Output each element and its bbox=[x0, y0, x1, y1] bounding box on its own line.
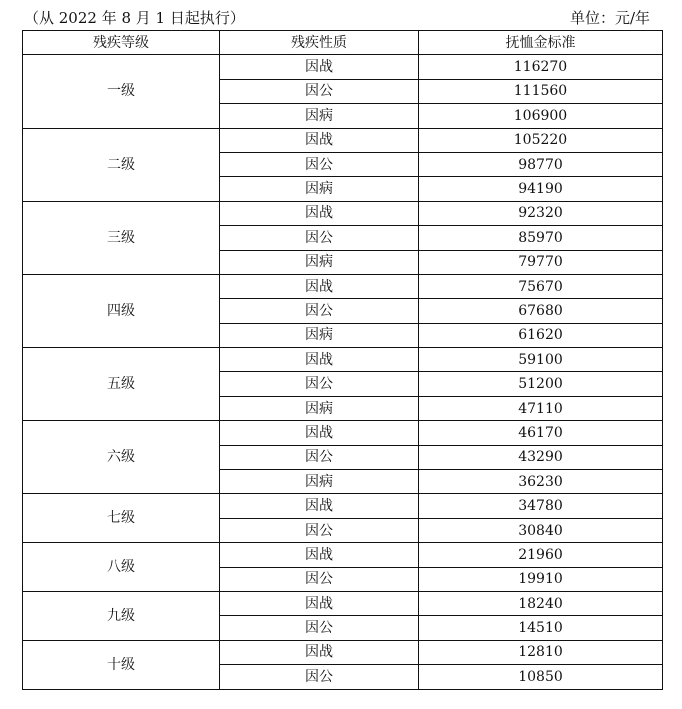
column-header-grade: 残疾等级 bbox=[23, 31, 220, 55]
amount-cell: 10850 bbox=[419, 665, 663, 689]
table-row bbox=[23, 55, 663, 79]
amount-cell: 106900 bbox=[419, 104, 663, 128]
header-row bbox=[23, 31, 663, 55]
nature-cell: 因公 bbox=[220, 665, 419, 689]
nature-cell: 因战 bbox=[220, 274, 419, 298]
amount-cell: 36230 bbox=[419, 470, 663, 494]
nature-cell: 因战 bbox=[220, 543, 419, 567]
table-row bbox=[23, 494, 663, 518]
grade-cell: 六级 bbox=[23, 421, 220, 494]
amount-cell: 14510 bbox=[419, 616, 663, 640]
table-body bbox=[23, 55, 663, 689]
amount-cell: 94190 bbox=[419, 177, 663, 201]
table-row bbox=[23, 128, 663, 152]
grade-cell: 七级 bbox=[23, 494, 220, 543]
nature-cell: 因战 bbox=[220, 591, 419, 615]
column-header-nature: 残疾性质 bbox=[220, 31, 419, 55]
amount-cell: 51200 bbox=[419, 372, 663, 396]
nature-cell: 因公 bbox=[220, 226, 419, 250]
nature-cell: 因公 bbox=[220, 372, 419, 396]
nature-cell: 因病 bbox=[220, 177, 419, 201]
amount-cell: 61620 bbox=[419, 323, 663, 347]
grade-cell: 五级 bbox=[23, 348, 220, 421]
amount-cell: 46170 bbox=[419, 421, 663, 445]
table-row bbox=[23, 421, 663, 445]
nature-cell: 因公 bbox=[220, 518, 419, 542]
amount-cell: 59100 bbox=[419, 348, 663, 372]
nature-cell: 因公 bbox=[220, 616, 419, 640]
nature-cell: 因病 bbox=[220, 250, 419, 274]
amount-cell: 75670 bbox=[419, 274, 663, 298]
column-header-amount: 抚恤金标准 bbox=[419, 31, 663, 55]
nature-cell: 因战 bbox=[220, 128, 419, 152]
grade-cell: 一级 bbox=[23, 55, 220, 128]
unit-note: 单位：元/年 bbox=[569, 9, 650, 27]
amount-cell: 111560 bbox=[419, 79, 663, 103]
amount-cell: 79770 bbox=[419, 250, 663, 274]
table-row bbox=[23, 201, 663, 225]
amount-cell: 116270 bbox=[419, 55, 663, 79]
nature-cell: 因战 bbox=[220, 348, 419, 372]
nature-cell: 因战 bbox=[220, 494, 419, 518]
grade-cell: 三级 bbox=[23, 201, 220, 274]
nature-cell: 因公 bbox=[220, 445, 419, 469]
amount-cell: 85970 bbox=[419, 226, 663, 250]
nature-cell: 因战 bbox=[220, 421, 419, 445]
grade-cell: 九级 bbox=[23, 591, 220, 640]
nature-cell: 因战 bbox=[220, 640, 419, 664]
amount-cell: 105220 bbox=[419, 128, 663, 152]
nature-cell: 因病 bbox=[220, 470, 419, 494]
table-header bbox=[23, 31, 663, 55]
amount-cell: 18240 bbox=[419, 591, 663, 615]
table-caption-row bbox=[22, 7, 662, 29]
grade-cell: 八级 bbox=[23, 543, 220, 592]
table-row bbox=[23, 640, 663, 664]
nature-cell: 因战 bbox=[220, 201, 419, 225]
table-row bbox=[23, 274, 663, 298]
nature-cell: 因战 bbox=[220, 55, 419, 79]
amount-cell: 34780 bbox=[419, 494, 663, 518]
table-row bbox=[23, 543, 663, 567]
nature-cell: 因病 bbox=[220, 323, 419, 347]
grade-cell: 十级 bbox=[23, 640, 220, 689]
nature-cell: 因病 bbox=[220, 104, 419, 128]
nature-cell: 因公 bbox=[220, 299, 419, 323]
effective-date-note: （从 2022 年 8 月 1 日起执行） bbox=[24, 9, 245, 27]
amount-cell: 19910 bbox=[419, 567, 663, 591]
nature-cell: 因病 bbox=[220, 396, 419, 420]
table-row bbox=[23, 348, 663, 372]
grade-cell: 二级 bbox=[23, 128, 220, 201]
amount-cell: 12810 bbox=[419, 640, 663, 664]
nature-cell: 因公 bbox=[220, 567, 419, 591]
nature-cell: 因公 bbox=[220, 79, 419, 103]
amount-cell: 21960 bbox=[419, 543, 663, 567]
nature-cell: 因公 bbox=[220, 152, 419, 176]
amount-cell: 98770 bbox=[419, 152, 663, 176]
amount-cell: 47110 bbox=[419, 396, 663, 420]
disability-pension-table bbox=[22, 30, 663, 690]
table-row bbox=[23, 591, 663, 615]
amount-cell: 67680 bbox=[419, 299, 663, 323]
amount-cell: 92320 bbox=[419, 201, 663, 225]
amount-cell: 43290 bbox=[419, 445, 663, 469]
amount-cell: 30840 bbox=[419, 518, 663, 542]
grade-cell: 四级 bbox=[23, 274, 220, 347]
